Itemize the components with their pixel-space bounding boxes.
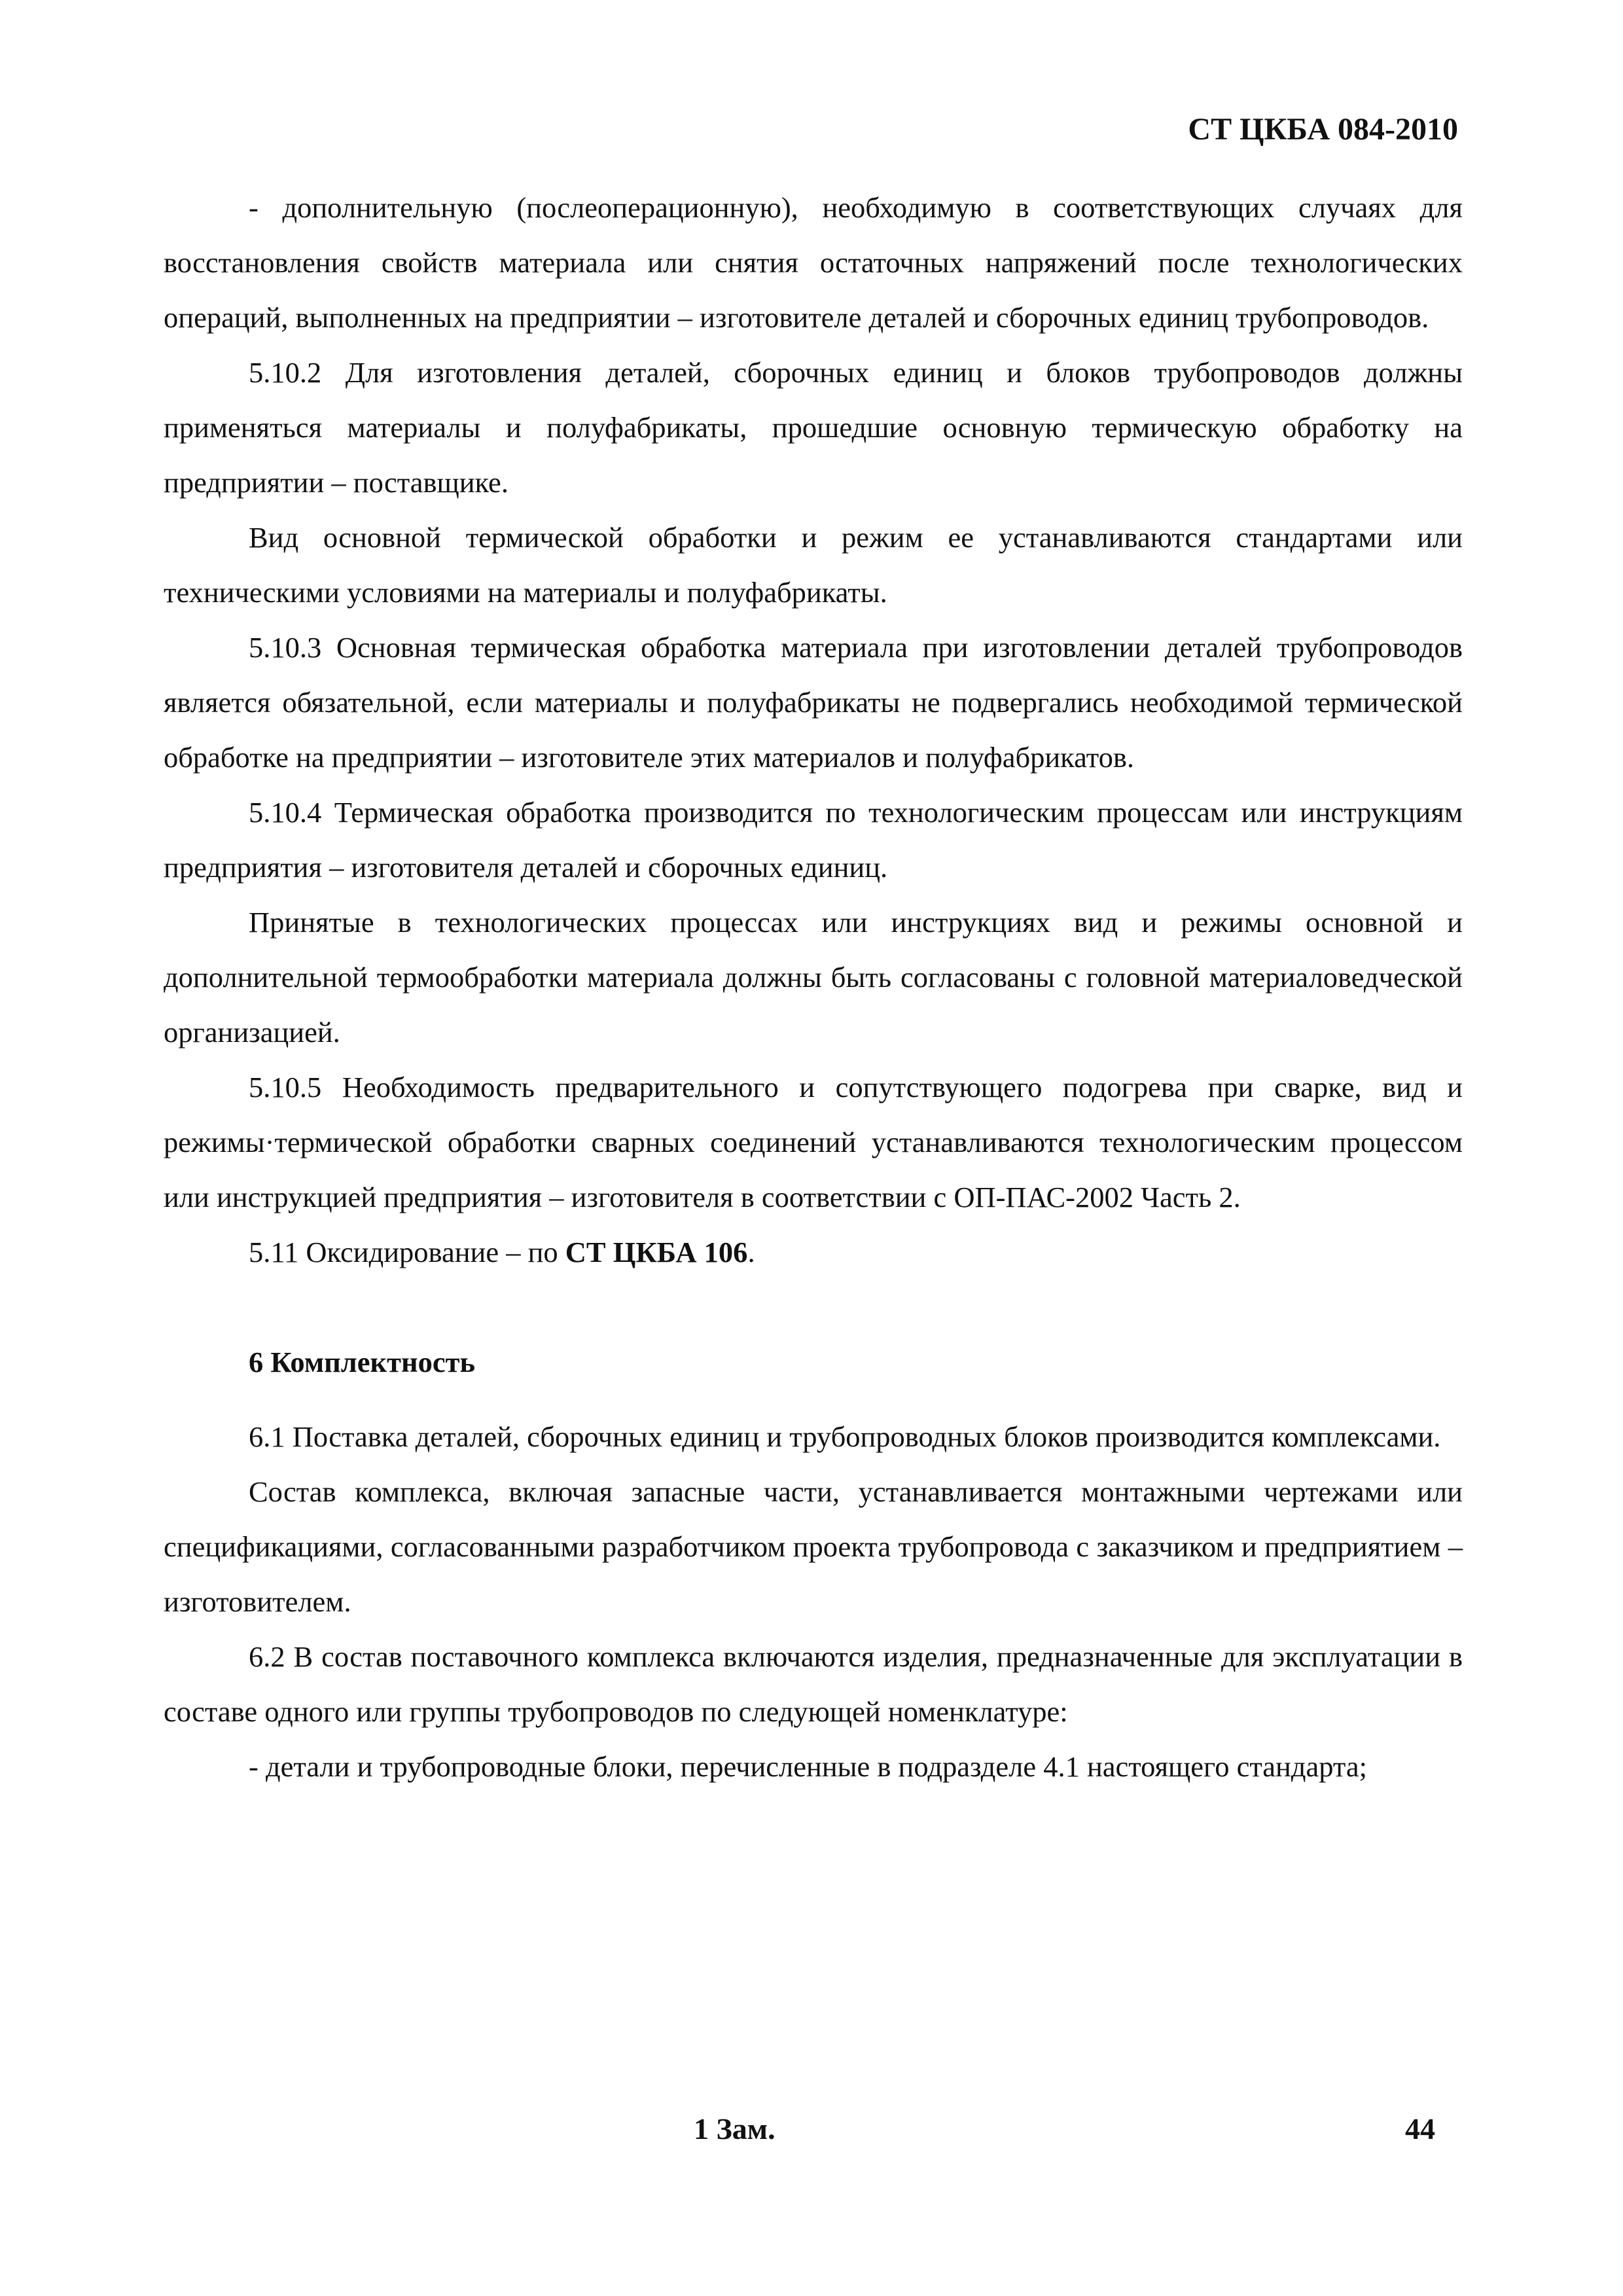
paragraph-additional-treatment: - дополнительную (послеоперационную), необходимую в соответствующих случаях для восстановления свойств материала или снятия остаточных напряжений после технологических операций, выполненных на предприятии – изготовителе деталей и сборочных единиц трубопроводов. (164, 191, 1463, 334)
paragraph-5-10-4: 5.10.4 Термическая обработка производится по технологическим процессам или инструкциям предприятия – изготовителя деталей и сборочных единиц. (164, 796, 1463, 884)
paragraph-5-10-3: 5.10.3 Основная термическая обработка материала при изготовлении деталей трубопроводов является обязательной, если материалы и полуфабрикаты не подвергались необходимой термической обработке на предприятии – изготовителе этих материалов и полуфабрикатов. (164, 631, 1463, 774)
paragraph-5-10-5: 5.10.5 Необходимость предварительного и сопутствующего подогрева при сварке, вид и режимы·термической обработки сварных соединений устанавливаются технологическим процессом или инструкцией предприятия – изготовителя в соответствии с ОП-ПАС-2002 Часть 2. (164, 1071, 1463, 1213)
standard-reference: СТ ЦКБА 106 (565, 1236, 748, 1268)
paragraph-6-2-list-item: - детали и трубопроводные блоки, перечисленные в подразделе 4.1 настоящего стандарта; (249, 1750, 1368, 1783)
paragraph-5-11-text: 5.11 Оксидирование – по (249, 1236, 565, 1268)
paragraph-5-11-end: . (747, 1236, 755, 1268)
paragraph-6-2: 6.2 В состав поставочного комплекса включаются изделия, предназначенные для эксплуатации в составе одного или группы трубопроводов по следующей номенклатуре: (164, 1640, 1463, 1728)
document-code: СТ ЦКБА 084-2010 (1188, 112, 1458, 147)
paragraph-6-1: 6.1 Поставка деталей, сборочных единиц и трубопроводных блоков производится комплексами. (249, 1420, 1441, 1453)
section-6-heading: 6 Комплектность (249, 1346, 476, 1378)
paragraph-6-1-continued: Состав комплекса, включая запасные части, устанавливается монтажными чертежами или спецификациями, согласованными разработчиком проекта трубопровода с заказчиком и предприятием – изготовителем. (164, 1475, 1463, 1618)
page-number: 44 (1405, 2112, 1435, 2145)
document-body (164, 180, 1463, 1794)
paragraph-5-11 (164, 1225, 1463, 1280)
paragraph-5-10-2: 5.10.2 Для изготовления деталей, сборочных единиц и блоков трубопроводов должны применяться материалы и полуфабрикаты, прошедшие основную термическую обработку на предприятии – поставщике. (164, 356, 1463, 499)
paragraph-5-10-2-continued: Вид основной термической обработки и режим ее устанавливаются стандартами или техническими условиями на материалы и полуфабрикаты. (164, 521, 1463, 609)
paragraph-5-10-4-continued: Принятые в технологических процессах или инструкциях вид и режимы основной и дополнительной термообработки материала должны быть согласованы с головной материаловедческой организацией. (164, 906, 1463, 1049)
change-mark: 1 Зам. (694, 2112, 776, 2145)
